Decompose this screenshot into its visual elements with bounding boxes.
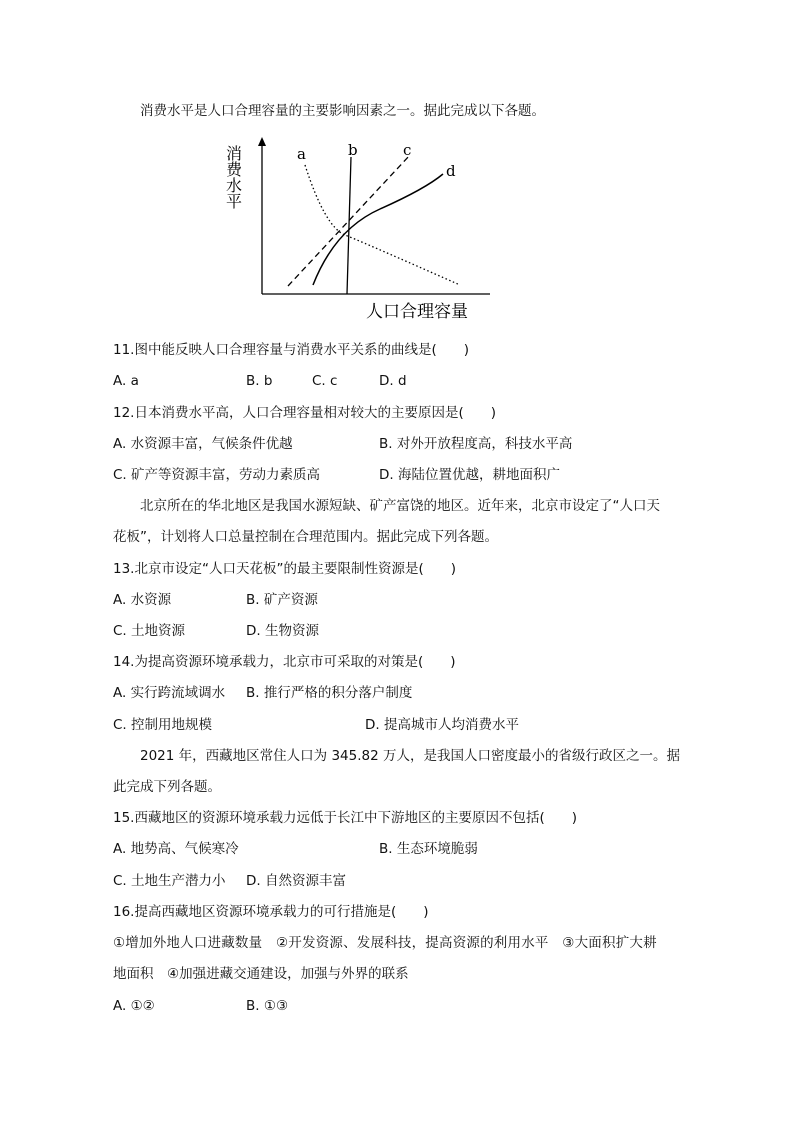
- curve-a: [305, 165, 460, 285]
- intro-3-line-1: 2021 年，西藏地区常住人口为 345.82 万人，是我国人口密度最小的省级行政区之一。据: [140, 748, 680, 764]
- q14-option-d[interactable]: D. 提高城市人均消费水平: [365, 717, 519, 733]
- q15-option-b[interactable]: B. 生态环境脆弱: [379, 841, 478, 857]
- q13-option-c[interactable]: C. 土地资源: [113, 623, 186, 639]
- x-axis-label: 人口合理容量: [366, 302, 468, 322]
- intro-3-line-2: 此完成下列各题。: [113, 779, 221, 795]
- q13-option-b[interactable]: B. 矿产资源: [246, 592, 318, 608]
- q11-stem: 11.图中能反映人口合理容量与消费水平关系的曲线是( ): [113, 342, 470, 358]
- q12-option-b[interactable]: B. 对外开放程度高，科技水平高: [379, 436, 573, 452]
- q15-option-a[interactable]: A. 地势高、气候寒冷: [113, 841, 239, 857]
- q16-option-b[interactable]: B. ①③: [246, 998, 289, 1014]
- q16-option-a[interactable]: A. ①②: [113, 998, 155, 1014]
- intro-2-line-1: 北京所在的华北地区是我国水源短缺、矿产富饶的地区。近年来，北京市设定了“人口天: [140, 498, 660, 514]
- q15-stem: 15.西藏地区的资源环境承载力远低于长江中下游地区的主要原因不包括( ): [113, 810, 578, 826]
- curve-label-c: c: [403, 141, 412, 159]
- q11-option-c[interactable]: C. c: [312, 373, 338, 389]
- intro-1: 消费水平是人口合理容量的主要影响因素之一。据此完成以下各题。: [140, 103, 545, 119]
- q16-items-line-1: ①增加外地人口进藏数量 ②开发资源、发展科技，提高资源的利用水平 ③大面积扩大耕: [113, 935, 657, 951]
- q12-option-a[interactable]: A. 水资源丰富，气候条件优越: [113, 436, 293, 452]
- q14-option-b[interactable]: B. 推行严格的积分落户制度: [246, 685, 413, 701]
- q12-option-d[interactable]: D. 海陆位置优越，耕地面积广: [379, 467, 560, 483]
- q14-stem: 14.为提高资源环境承载力，北京市可采取的对策是( ): [113, 654, 456, 670]
- q15-option-c[interactable]: C. 土地生产潜力小: [113, 873, 226, 889]
- population-consumption-figure: [225, 137, 515, 327]
- q13-option-a[interactable]: A. 水资源: [113, 592, 172, 608]
- q12-stem: 12.日本消费水平高，人口合理容量相对较大的主要原因是( ): [113, 405, 497, 421]
- q14-option-a[interactable]: A. 实行跨流域调水: [113, 685, 226, 701]
- q16-stem: 16.提高西藏地区资源环境承载力的可行措施是( ): [113, 904, 429, 920]
- curve-label-b: b: [348, 141, 358, 159]
- curve-label-d: d: [446, 162, 456, 180]
- y-axis-arrow: [258, 137, 266, 146]
- curve-b: [347, 157, 351, 294]
- curve-label-a: a: [297, 145, 306, 163]
- q11-option-a[interactable]: A. a: [113, 373, 139, 389]
- curve-d: [313, 174, 443, 285]
- y-axis-label: 消费水平: [225, 145, 243, 209]
- q13-stem: 13.北京市设定“人口天花板”的最主要限制性资源是( ): [113, 561, 456, 577]
- q12-option-c[interactable]: C. 矿产等资源丰富，劳动力素质高: [113, 467, 321, 483]
- q11-option-d[interactable]: D. d: [379, 373, 407, 389]
- q14-option-c[interactable]: C. 控制用地规模: [113, 717, 213, 733]
- q13-option-d[interactable]: D. 生物资源: [246, 623, 319, 639]
- q15-option-d[interactable]: D. 自然资源丰富: [246, 873, 346, 889]
- intro-2-line-2: 花板”，计划将人口总量控制在合理范围内。据此完成下列各题。: [113, 529, 498, 545]
- q16-items-line-2: 地面积 ④加强进藏交通建设，加强与外界的联系: [113, 966, 409, 982]
- q11-option-b[interactable]: B. b: [246, 373, 273, 389]
- curve-chart-svg: [225, 137, 515, 327]
